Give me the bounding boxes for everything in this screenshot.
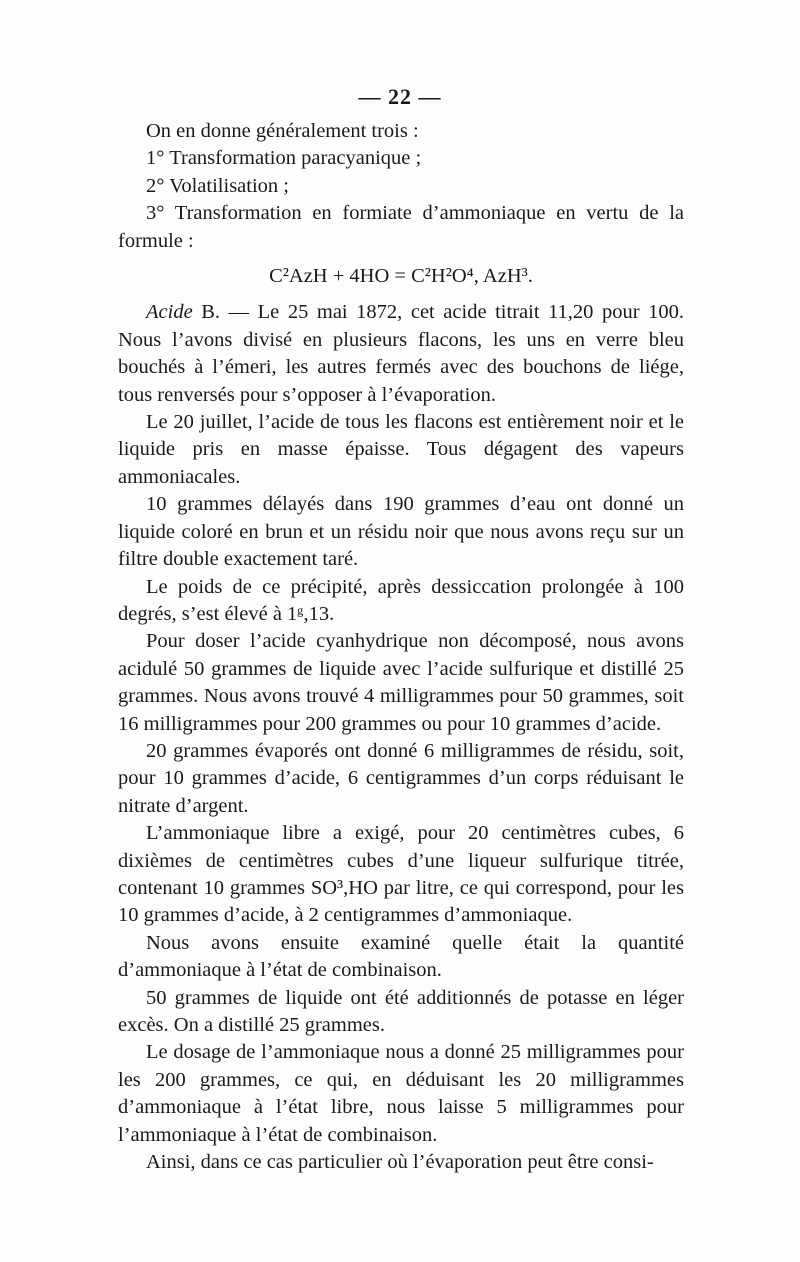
paragraph-precipite: Le poids de ce précipité, après dessiccation prolongée à 100 degrés, s’est élevé à 1ᵍ,13.	[118, 575, 684, 625]
list-item-2: 2° Volatilisation ;	[146, 174, 289, 197]
paragraph-dosage: Le dosage de l’ammoniaque nous a donné 25 milligrammes pour les 200 grammes, ce qui, en déduisant les 20 milligrammes d’ammoniaque à l’état libre, nous laisse 5 milligrammes pour l’ammoniaque à l’état de combinaison.	[118, 1041, 684, 1146]
chemical-formula: C²AzH + 4HO = C²H²O⁴, AzH³.	[269, 265, 533, 288]
paragraph-combinaison: Nous avons ensuite examiné quelle était la quantité d’ammoniaque à l’état de combinaison.	[118, 931, 684, 982]
paragraph-20-juillet: Le 20 juillet, l’acide de tous les flacons est entièrement noir et le liquide pris en masse épaisse. Tous dégagent des vapeurs ammoniacales.	[118, 411, 684, 488]
paragraph-ainsi: Ainsi, dans ce cas particulier où l’évaporation peut être consi-	[146, 1151, 654, 1174]
paragraph-acide-cyanhydrique: Pour doser l’acide cyanhydrique non décomposé, nous avons acidulé 50 grammes de liquide avec l’acide sulfurique et distillé 25 grammes. Nous avons trouvé 4 milligrammes pour 50 grammes, soit 16 milligrammes pour 200 grammes ou pour 10 grammes d’acide.	[118, 630, 684, 735]
paragraph-potasse: 50 grammes de liquide ont été additionnés de potasse en léger excès. On a distillé 25 grammes.	[118, 986, 684, 1036]
list-item-3: 3° Transformation en formiate d’ammoniaque en vertu de la formule :	[118, 202, 684, 252]
page-number: — 22 —	[358, 84, 442, 109]
paragraph-residu: 20 grammes évaporés ont donné 6 milligrammes de résidu, soit, pour 10 grammes d’acide, 6 centigrammes d’un corps réduisant le nitrate d’argent.	[118, 739, 684, 817]
body-text	[118, 118, 684, 1176]
list-item-1: 1° Transformation paracyanique ;	[146, 147, 422, 170]
paragraph-10-grammes: 10 grammes délayés dans 190 grammes d’eau ont donné un liquide coloré en brun et un résidu noir que nous avons reçu sur un filtre double exactement taré.	[118, 493, 684, 571]
acide-b-label: Acide	[146, 301, 193, 324]
paragraph-intro: On en donne généralement trois :	[146, 120, 419, 142]
paragraph-ammoniaque-libre: L’ammoniaque libre a exigé, pour 20 centimètres cubes, 6 dixièmes de centimètres cubes d’une liqueur sulfurique titrée, contenant 10 grammes SO³,HO par litre, ce qui correspond, pour les 10 grammes d’acide, à 2 centigrammes d’ammoniaque.	[118, 822, 684, 927]
paragraph-acide-b: Acide B. — Le 25 mai 1872, cet acide titrait 11,20 pour 100. Nous l’avons divisé en plusieurs flacons, les uns en verre bleu bouchés à l’émeri, les autres fermés avec des bouchons de liége, tous renversés pour s’opposer à l’évaporation.	[118, 301, 684, 406]
